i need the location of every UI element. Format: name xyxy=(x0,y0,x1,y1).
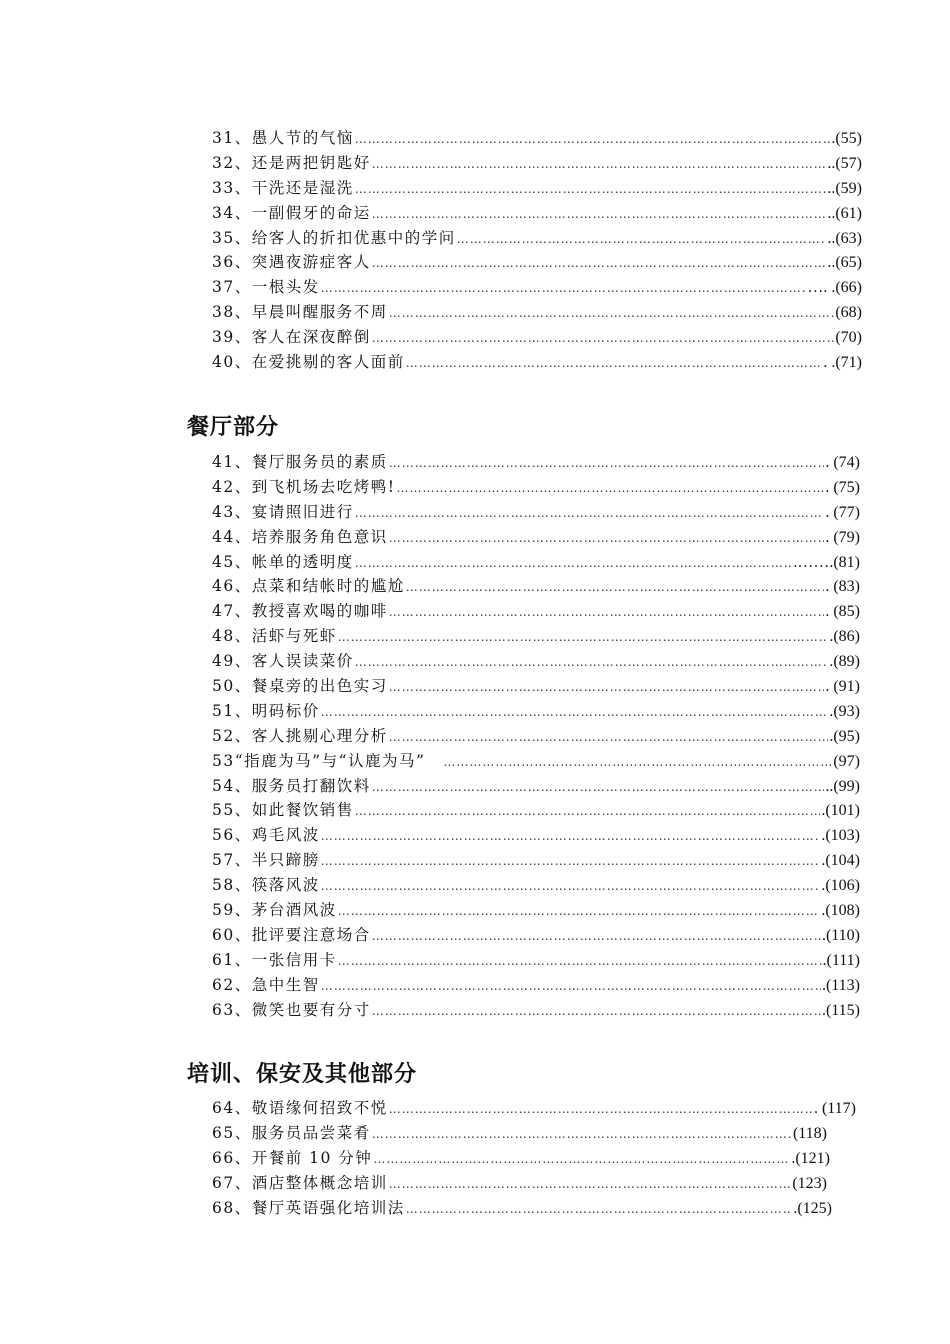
entry-page: . (117) xyxy=(813,1100,856,1117)
entry-page: ..(99) xyxy=(825,777,860,795)
toc-entry xyxy=(212,1146,830,1171)
dot-leader xyxy=(355,127,831,152)
dot-leader xyxy=(389,526,825,551)
entry-page: . (91) xyxy=(825,678,860,696)
toc-entry xyxy=(212,1171,827,1196)
toc-entry xyxy=(212,973,860,998)
dot-leader xyxy=(372,251,827,276)
dot-leader xyxy=(389,1172,792,1197)
dot-leader xyxy=(389,600,825,625)
entry-title: 39、客人在深夜醉倒 xyxy=(212,328,371,347)
entry-page: .(55) xyxy=(831,130,862,147)
dot-leader xyxy=(406,1197,793,1222)
dot-leader xyxy=(355,501,825,526)
entry-title: 48、活虾与死虾 xyxy=(212,627,337,646)
toc-entry xyxy=(212,151,862,176)
toc-entry xyxy=(212,724,860,749)
toc-entry xyxy=(212,450,860,475)
entry-page: (123) xyxy=(792,1174,827,1192)
toc-entry xyxy=(212,599,860,624)
entry-title: 45、帐单的透明度 xyxy=(212,552,354,571)
entry-title: 59、茅台酒风波 xyxy=(212,901,337,920)
entry-page: (97) xyxy=(833,752,860,770)
toc-entry xyxy=(212,250,862,275)
dot-leader xyxy=(389,675,825,700)
entry-title: 43、宴请照旧进行 xyxy=(212,502,354,521)
dot-leader xyxy=(355,650,829,675)
toc-entry xyxy=(212,1121,827,1146)
entry-title: 38、早晨叫醒服务不周 xyxy=(212,303,388,322)
entry-page: ..(57) xyxy=(827,154,862,172)
entry-page: .(93) xyxy=(829,702,860,720)
entry-title: 32、还是两把钥匙好 xyxy=(212,153,371,172)
toc-entry xyxy=(212,350,862,375)
entry-page: .(108) xyxy=(821,902,860,920)
entry-title: 51、明码标价 xyxy=(212,701,320,720)
toc-entry xyxy=(212,823,860,848)
entry-page: ..(59) xyxy=(827,179,862,197)
entry-title: 66、开餐前 10 分钟 xyxy=(212,1148,373,1167)
toc-entry xyxy=(212,1196,832,1221)
entry-page: .(110) xyxy=(821,926,860,944)
dot-leader xyxy=(372,152,827,177)
entry-title: 63、微笑也要有分寸 xyxy=(212,1000,371,1019)
dot-leader xyxy=(372,326,835,351)
toc-entry xyxy=(212,500,860,525)
entry-title: 65、服务员品尝菜肴 xyxy=(212,1123,371,1142)
dot-leader xyxy=(321,849,821,874)
dot-leader xyxy=(372,924,821,949)
dot-leader xyxy=(372,775,825,800)
dot-leader xyxy=(389,725,829,750)
toc-entry xyxy=(212,624,860,649)
toc-entry xyxy=(212,126,862,151)
toc-entry xyxy=(212,176,862,201)
entry-page: . (85) xyxy=(825,603,860,621)
entry-title: 34、一副假牙的命运 xyxy=(212,203,371,222)
dot-leader xyxy=(372,999,821,1024)
entry-page: .(106) xyxy=(821,877,860,895)
toc-entry xyxy=(212,649,860,674)
dot-leader xyxy=(406,575,825,600)
dot-leader xyxy=(321,874,821,899)
dot-leader xyxy=(338,899,821,924)
dot-leader xyxy=(338,949,822,974)
entry-page: .(121) xyxy=(791,1149,830,1167)
toc-entry xyxy=(212,574,860,599)
toc-entry xyxy=(212,1096,856,1121)
toc-entry xyxy=(212,674,860,699)
entry-page: .(111) xyxy=(822,951,860,969)
toc-entry xyxy=(212,948,860,973)
toc-entry xyxy=(212,774,860,799)
toc-entry xyxy=(212,525,860,550)
entry-page: . (77) xyxy=(825,503,860,521)
entry-page: .(115) xyxy=(821,1001,860,1019)
toc-list xyxy=(212,1096,856,1220)
dot-leader xyxy=(396,476,824,501)
entry-title: 52、客人挑剔心理分析 xyxy=(212,726,388,745)
entry-title: 49、客人误读菜价 xyxy=(212,652,354,671)
entry-title: 41、餐厅服务员的素质 xyxy=(212,453,388,471)
entry-page: . .(71) xyxy=(823,354,862,372)
dot-leader xyxy=(321,700,829,725)
toc-entry xyxy=(212,325,862,350)
entry-page: .(86) xyxy=(829,628,860,646)
entry-title: 60、批评要注意场合 xyxy=(212,925,371,944)
toc-entry xyxy=(212,873,860,898)
toc-list xyxy=(212,450,860,1022)
entry-title: 44、培养服务角色意识 xyxy=(212,527,388,546)
dot-leader xyxy=(355,551,793,576)
dot-leader xyxy=(355,177,827,202)
entry-title: 64、敬语缘何招致不悦 xyxy=(212,1099,388,1117)
entry-page: .(101) xyxy=(821,802,860,820)
dot-leader xyxy=(321,276,807,301)
entry-title: 62、急中生智 xyxy=(212,975,320,994)
entry-title: 35、给客人的折扣优惠中的学问 xyxy=(212,228,456,247)
entry-page: .…….(81) xyxy=(793,553,860,571)
section-heading: 培训、保安及其他部分 xyxy=(187,1062,418,1087)
section-heading: 餐厅部分 xyxy=(187,415,280,440)
entry-page: .(89) xyxy=(829,653,860,671)
dot-leader xyxy=(321,824,821,849)
entry-page: . (79) xyxy=(825,528,860,546)
entry-title: 53“指鹿为马”与“认鹿为马” xyxy=(212,751,426,770)
toc-entry xyxy=(212,475,860,500)
entry-page: . (74) xyxy=(825,454,860,471)
entry-page: .(104) xyxy=(821,852,860,870)
dot-leader xyxy=(373,1147,790,1172)
toc-entry xyxy=(212,749,860,774)
dot-leader xyxy=(406,351,823,376)
entry-title: 57、半只蹄膀 xyxy=(212,851,320,870)
toc-entry xyxy=(212,201,862,226)
dot-leader xyxy=(389,301,835,326)
entry-title: 31、愚人节的气恼 xyxy=(212,129,354,147)
entry-page: (70) xyxy=(835,329,862,347)
toc-entry xyxy=(212,226,862,251)
toc-entry xyxy=(212,998,860,1023)
entry-page: .(103) xyxy=(821,827,860,845)
entry-title: 47、教授喜欢喝的咖啡 xyxy=(212,602,388,621)
entry-title: 68、餐厅英语强化培训法 xyxy=(212,1198,405,1217)
entry-page: ..(65) xyxy=(827,254,862,272)
toc-entry xyxy=(212,898,860,923)
dot-leader xyxy=(321,974,821,999)
dot-leader xyxy=(389,1097,813,1122)
dot-leader xyxy=(338,625,829,650)
dot-leader xyxy=(372,202,827,227)
entry-page: .(125) xyxy=(793,1199,832,1217)
dot-leader xyxy=(389,451,825,476)
entry-page: . (75) xyxy=(825,478,860,496)
toc-entry xyxy=(212,550,860,575)
dot-leader xyxy=(372,1122,792,1147)
toc-entry xyxy=(212,275,862,300)
entry-title: 61、一张信用卡 xyxy=(212,950,337,969)
dot-leader xyxy=(457,227,827,252)
entry-title: 36、突遇夜游症客人 xyxy=(212,253,371,272)
entry-title: 54、服务员打翻饮料 xyxy=(212,776,371,795)
entry-title: 56、鸡毛风波 xyxy=(212,826,320,845)
entry-title: 58、筷落风波 xyxy=(212,876,320,895)
entry-title: 50、餐桌旁的出色实习 xyxy=(212,677,388,696)
entry-title: 37、一根头发 xyxy=(212,278,320,297)
toc-entry xyxy=(212,699,860,724)
toc-list xyxy=(212,126,862,375)
toc-entry xyxy=(212,300,862,325)
entry-title: 33、干洗还是湿洗 xyxy=(212,178,354,197)
entry-title: 40、在爱挑剔的客人面前 xyxy=(212,353,405,372)
entry-page: ..(63) xyxy=(827,229,862,247)
entry-page: .(113) xyxy=(821,976,860,994)
entry-page: (118) xyxy=(792,1124,827,1142)
toc-entry xyxy=(212,798,860,823)
entry-page: . (83) xyxy=(825,578,860,596)
entry-title: 67、酒店整体概念培训 xyxy=(212,1173,388,1192)
dot-leader xyxy=(355,799,821,824)
entry-page: .(95) xyxy=(829,727,860,745)
entry-title: 42、到飞机场去吃烤鸭! xyxy=(212,477,396,496)
toc-entry xyxy=(212,848,860,873)
entry-page: ..(61) xyxy=(827,204,862,222)
entry-page: …. .(66) xyxy=(807,279,862,297)
entry-title: 55、如此餐饮销售 xyxy=(212,801,354,820)
entry-page: (68) xyxy=(835,304,862,322)
entry-title: 46、点菜和结帐时的尴尬 xyxy=(212,577,405,596)
dot-leader xyxy=(443,750,832,775)
toc-entry xyxy=(212,923,860,948)
